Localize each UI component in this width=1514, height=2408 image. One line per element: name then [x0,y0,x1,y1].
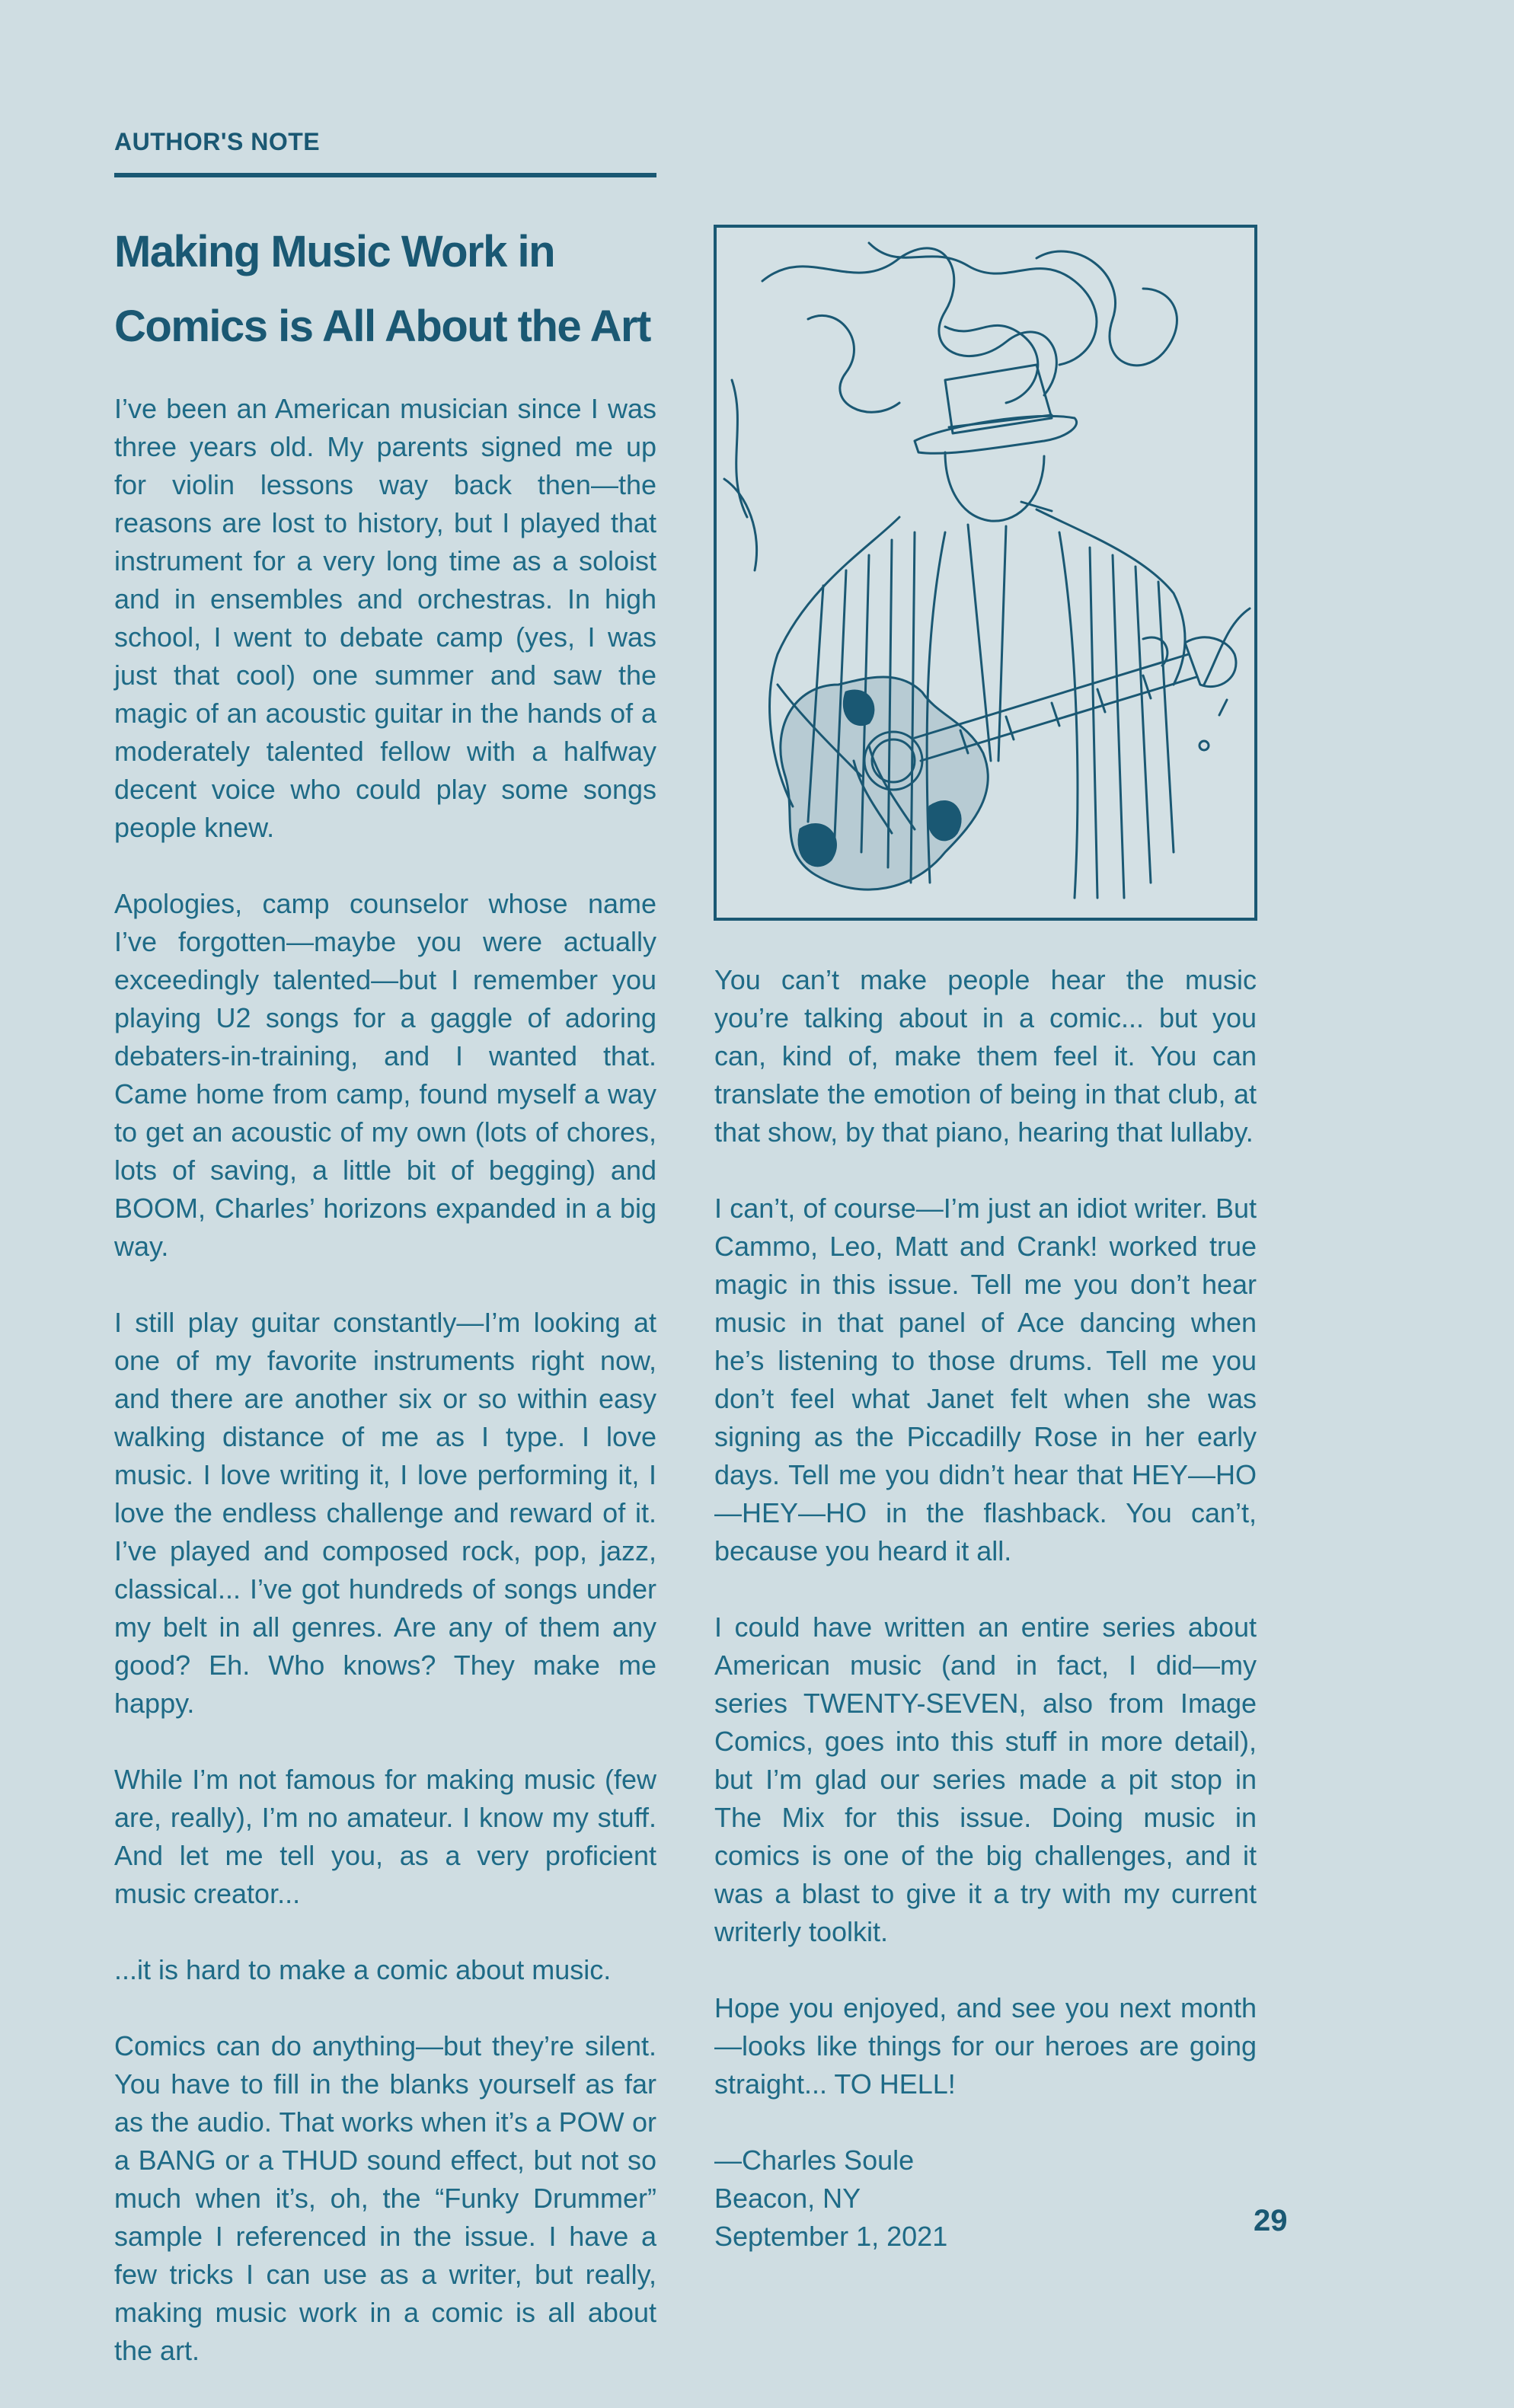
paragraph: Hope you enjoyed, and see you next month—looks like things for our heroes are going straight... TO HELL! [714,1992,1257,2100]
title-line-1: Making Music Work in [114,227,555,276]
page-number: 29 [1254,2204,1288,2237]
paragraph: I still play guitar constantly—I’m looking at one of my favorite instruments right now, and there are another six or so within easy walking distance of me as I type. I love music. I love writing it, I love performing it, I love the endless challenge and reward of it. I’ve played and composed rock, pop, jazz, classical... I’ve got hundreds of songs under my belt in all genres. Are any of them any good? Eh. Who knows? They make me happy. [114,1307,656,1719]
right-column [714,961,1257,2256]
paragraph: Comics can do anything—but they’re silent. You have to fill in the blanks yourself as far as the audio. That works when it’s a POW or a BANG or a THUD sound effect, but not so much when it’s, oh, the “Funky Drummer” sample I referenced in the issue. I have a few tricks I can use as a writer, but really, making music work in a comic is all about the art. [114,2030,656,2366]
article-title [114,215,678,364]
guitarist-illustration [714,225,1257,921]
paragraph: I can’t, of course—I’m just an idiot writer. But Cammo, Leo, Matt and Crank! worked true magic in this issue. Tell me you don’t hear music in that panel of Ace dancing when he’s listening to those drums. Tell me you don’t feel what Janet felt when she was signing as the Piccadilly Rose in her early days. Tell me you didn’t hear that HEY—HO—HEY—HO in the flashback. You can’t, because you heard it all. [714,1193,1257,1566]
signature-name: —Charles Soule [714,2145,915,2176]
paragraph: I could have written an entire series about American music (and in fact, I did—my series TWENTY-SEVEN, also from Image Comics, goes into this stuff in more detail), but I’m glad our series made a pit stop in The Mix for this issue. Doing music in comics is one of the big challenges, and it was a blast to give it a try with my current writerly toolkit. [714,1611,1257,1947]
paragraph: You can’t make people hear the music you’re talking about in a comic... but you can, kind of, make them feel it. You can translate the emotion of being in that club, at that show, by that piano, hearing that lullaby. [714,964,1257,1148]
paragraph: I’ve been an American musician since I was three years old. My parents signed me up for violin lessons way back then—the reasons are lost to history, but I played that instrument for a very long time as a soloist and in ensembles and orchestras. In high school, I went to debate camp (yes, I was just that cool) one summer and saw the magic of an acoustic guitar in the hands of a moderately talented fellow with a halfway decent voice who could play some songs people knew. [114,393,656,843]
section-kicker: AUTHOR'S NOTE [114,128,656,177]
signature-place: Beacon, NY [714,2183,861,2214]
paragraph: While I’m not famous for making music (few are, really), I’m no amateur. I know my stuff. And let me tell you, as a very proficient music creator... [114,1764,656,1909]
title-line-2: Comics is All About the Art [114,302,650,351]
signature-date: September 1, 2021 [714,2221,948,2252]
left-column [114,390,656,2408]
guitarist-in-pinstripe-suit-icon [717,228,1254,918]
paragraph: Apologies, camp counselor whose name I’ve forgotten—maybe you were actually exceedingly talented—but I remember you playing U2 songs for a gaggle of adoring debaters-in-training, and I wanted that. Came home from camp, found myself a way to get an acoustic of my own (lots of chores, lots of saving, a little bit of begging) and BOOM, Charles’ horizons expanded in a big way. [114,888,656,1262]
paragraph: ...it is hard to make a comic about music. [114,1954,612,1985]
